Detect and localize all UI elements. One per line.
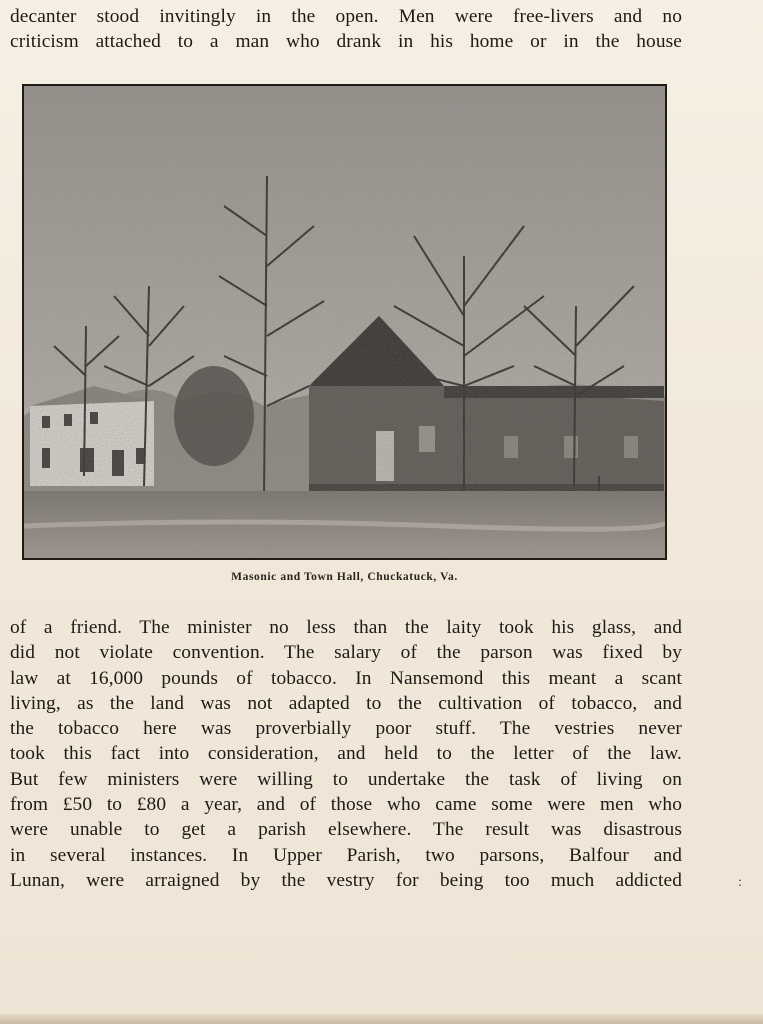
town-hall-photo bbox=[24, 86, 665, 558]
text-line: in several instances. In Upper Parish, two parsons, Balfour and bbox=[10, 844, 682, 866]
text-line: Lunan, were arraigned by the vestry for being too much addicted bbox=[10, 869, 682, 891]
ink-speck: : bbox=[738, 875, 742, 890]
figure-caption: Masonic and Town Hall, Chuckatuck, Va. bbox=[231, 571, 458, 583]
text-line: took this fact into consideration, and held to the letter of the law. bbox=[10, 743, 682, 765]
text-line: of a friend. The minister no less than the laity took his glass, and bbox=[10, 617, 682, 638]
text-line: criticism attached to a man who drank in his home or in the house bbox=[10, 31, 682, 53]
text-line: from £50 to £80 a year, and of those who came some were men who bbox=[10, 794, 682, 816]
text-line: the tobacco here was proverbially poor stuff. The vestries never bbox=[10, 718, 682, 740]
photograph bbox=[22, 84, 667, 560]
text-line: But few ministers were willing to undertake the task of living on bbox=[10, 768, 682, 790]
page-edge bbox=[0, 1014, 763, 1024]
text-line: decanter stood invitingly in the open. Men were free-livers and no bbox=[10, 6, 682, 27]
text-line: law at 16,000 pounds of tobacco. In Nansemond this meant a scant bbox=[10, 667, 682, 689]
text-line: living, as the land was not adapted to the cultivation of tobacco, and bbox=[10, 692, 682, 714]
paragraph-bottom bbox=[10, 615, 682, 893]
text-line: were unable to get a parish elsewhere. The result was disastrous bbox=[10, 819, 682, 841]
paragraph-top bbox=[10, 4, 682, 55]
text-line: did not violate convention. The salary of the parson was fixed by bbox=[10, 642, 682, 664]
